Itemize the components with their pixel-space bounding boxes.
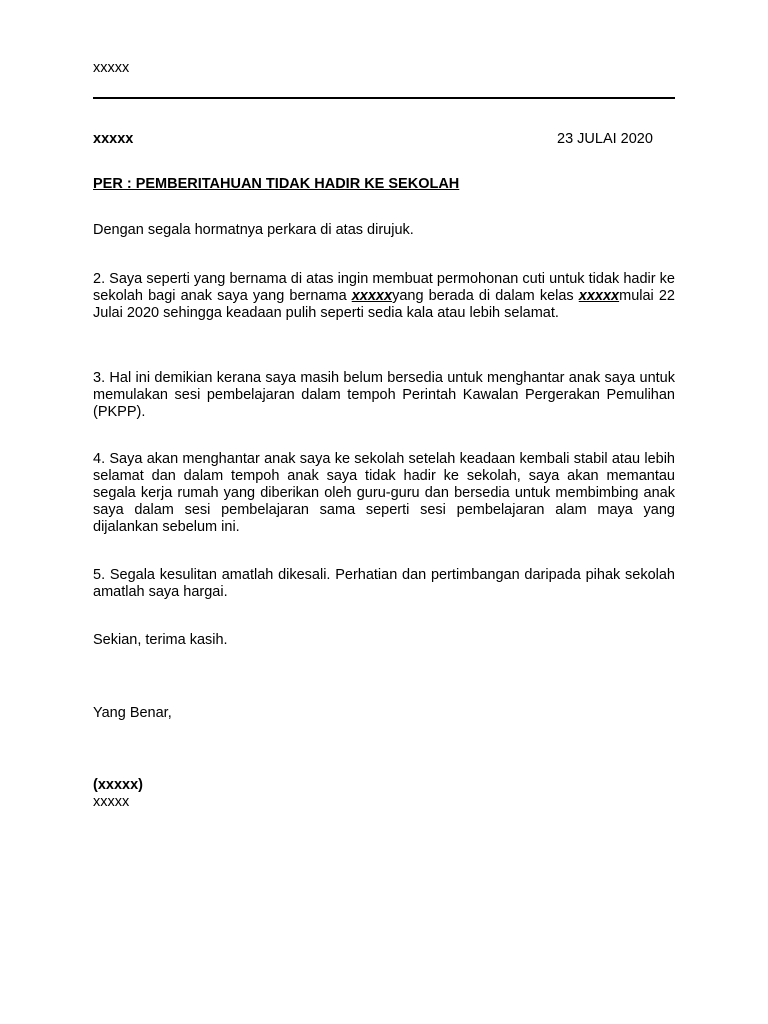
paragraph-3: 3. Hal ini demikian kerana saya masih belum bersedia untuk menghantar anak saya untuk memulakan sesi pembelajaran dalam tempoh Perintah Kawalan Pergerakan Pemulihan (PKPP). (93, 370, 675, 420)
class-name: xxxxx (578, 288, 620, 304)
paragraph-2-text-b: yang berada di dalam kelas (392, 288, 579, 304)
paragraph-2 (93, 271, 675, 322)
header-divider (93, 97, 675, 99)
sender-address: xxxxx (93, 60, 130, 76)
letter-date: 23 JULAI 2020 (557, 131, 653, 147)
signatory-name: (xxxxx) (93, 777, 143, 793)
recipient-name: xxxxx (93, 131, 134, 147)
sign-off: Yang Benar, (93, 705, 172, 721)
paragraph-4: 4. Saya akan menghantar anak saya ke sekolah setelah keadaan kembali stabil atau lebih selamat dan dalam tempoh anak saya tidak hadir ke sekolah, saya akan memantau segala kerja rumah yang diberikan oleh guru-guru dan bersedia untuk membimbing anak saya dalam sesi pembelajaran sama seperti sesi pembelajaran alam maya yang dijalankan sebelum ini. (93, 451, 675, 535)
paragraph-2-text-c: mulai 22 Julai 2020 sehingga keadaan pulih seperti sedia kala atau lebih selamat. (93, 288, 675, 321)
letter-subject: PER : PEMBERITAHUAN TIDAK HADIR KE SEKOLAH (93, 176, 460, 192)
closing-line: Sekian, terima kasih. (93, 632, 228, 648)
signatory-detail: xxxxx (93, 794, 130, 810)
greeting-paragraph: Dengan segala hormatnya perkara di atas dirujuk. (93, 222, 414, 238)
paragraph-5: 5. Segala kesulitan amatlah dikesali. Perhatian dan pertimbangan daripada pihak sekolah amatlah saya hargai. (93, 567, 675, 600)
paragraph-2-text-a: 2. Saya seperti yang bernama di atas ingin membuat permohonan cuti untuk tidak hadir ke sekolah bagi anak saya yang bernama (93, 271, 675, 304)
child-name: xxxxx (351, 288, 393, 304)
